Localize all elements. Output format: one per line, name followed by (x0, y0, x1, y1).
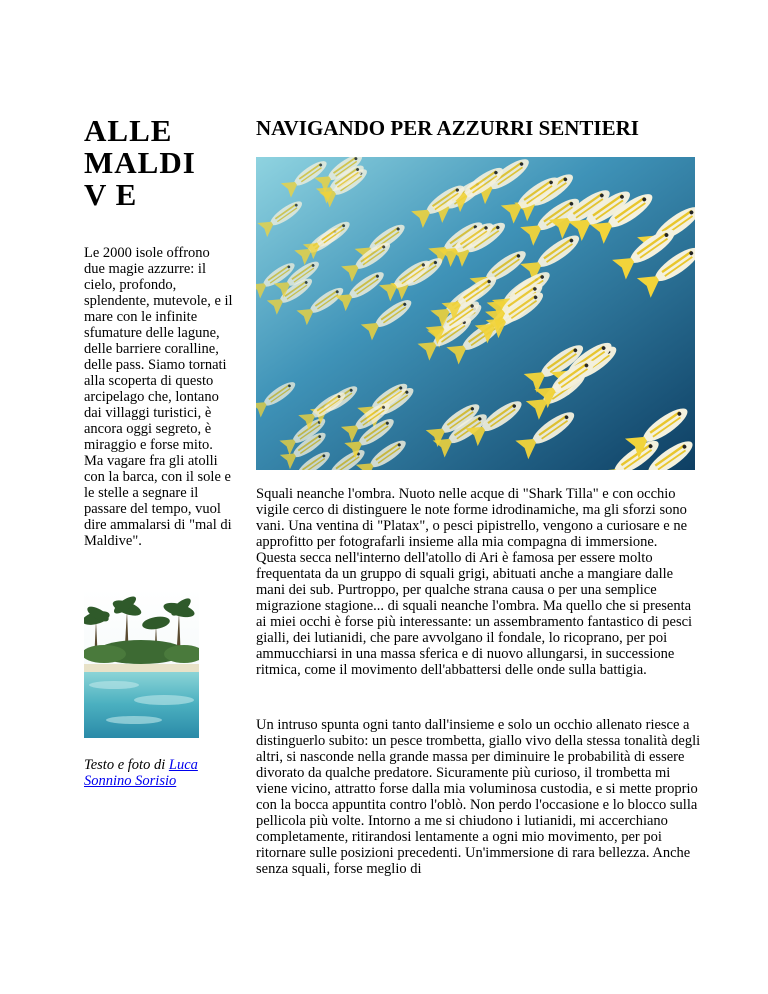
left-column (84, 115, 234, 549)
paragraph-1: Squali neanche l'ombra. Nuoto nelle acque di "Shark Tilla" e con occhio vigile cerco di distinguere le note forme idrodinamiche, ma gli sforzi sono vani. Una ventina di "Platax", o pesci pipistrello, vengono a curiosare e ne approfitto per fotografarli insieme alla mia compagna di immersione. Questa secca nell'interno dell'atollo di Ari è famosa per essere molto frequentata da un gruppo di squali grigi, abituati anche a mangiare dalle mani dei sub. Purtroppo, per qualche strana causa o per una semplice migrazione stagione... di squali neanche l'ombra. Ma quello che si presenta ai miei occhi è forse più interessante: un assembramento fantastico di pesci gialli, dei lutianidi, che pare avvolgano il fondale, lo ricoprano, per poi ammucchiarsi in una massa sferica e di nuovo allungarsi, in successione ritmica, come il movimento dell'abbattersi delle onde sulla battigia. (256, 486, 693, 678)
credit-prefix: Testo e foto di (84, 757, 169, 773)
fish-school-photo (256, 157, 695, 470)
section-title: NAVIGANDO PER AZZURRI SENTIERI (256, 116, 639, 140)
page-title-text: ALLE MALDIV E (84, 113, 196, 212)
author-link[interactable]: Luca Sonnino Sorisio (84, 757, 198, 789)
paragraph-2: Un intruso spunta ogni tanto dall'insieme e solo un occhio allenato riesce a distinguerlo subito: un pesce trombetta, giallo vivo della stessa tonalità degli altri, si nasconde nella grande massa per diminuire le probabilità di essere divorato da qualche predatore. Sicuramente più curioso, il trombetta mi viene vicino, attratto forse dalla mia voluminosa custodia, e si mette proprio con la bocca appuntita contro l'oblò. Non perdo l'occasione e lo blocco sulla pellicola più volte. Intorno a me si chiudono i lutianidi, mi accerchiano completamente, ritirandosi lentamente a ogni mio movimento, per poi ritornare sulle posizioni precedenti. Un'immersione di rara bellezza. Anche senza squali, forse meglio di (256, 717, 701, 877)
page-title (84, 115, 234, 211)
photo-credit (84, 757, 234, 789)
island-photo (84, 590, 199, 738)
intro-paragraph: Le 2000 isole offrono due magie azzurre: il cielo, profondo, splendente, mutevole, e il mare con le infinite sfumature delle lagune, delle barriere coralline, delle pass. Siamo tornati alla scoperta di questo arcipelago che, lontano dai villaggi turistici, è ancora oggi segreto, è miraggio e forse mito. Ma vagare fra gli atolli con la barca, con il sole e le stelle a segnare il passare del tempo, vuol dire ammalarsi di "mal di Maldive". (84, 245, 233, 549)
right-column (256, 115, 701, 141)
